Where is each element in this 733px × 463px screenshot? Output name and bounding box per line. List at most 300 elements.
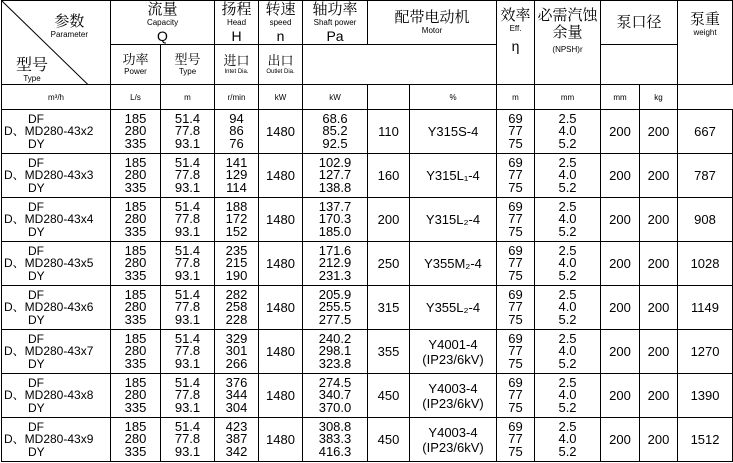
efficiency-cell-value: 77 — [508, 299, 523, 315]
npsh-cell-value: 5.2 — [558, 399, 577, 415]
pump-model-line: DF — [28, 287, 44, 302]
head-cell-value: 94 — [229, 110, 244, 126]
pump-model-line: D、MD280-43x3 — [4, 168, 94, 183]
capacity-m3h-cell-value: 335 — [124, 311, 147, 327]
pump-model-line: D、MD280-43x8 — [4, 388, 94, 403]
npsh-cell-value: 5.2 — [558, 267, 577, 283]
efficiency-cell-value: 75 — [508, 399, 523, 415]
capacity-m3h-cell-value: 280 — [124, 343, 147, 359]
weight-cell: 1390 — [678, 374, 733, 418]
capacity-ls-cell — [161, 154, 215, 198]
unit-motor-type — [368, 85, 410, 110]
capacity-m3h-cell-value: 280 — [124, 255, 147, 271]
capacity-m3h-cell-value: 185 — [124, 418, 147, 434]
table-row — [2, 418, 733, 462]
motor-power-cell: 250 — [368, 242, 410, 286]
npsh-cell-value: 2.5 — [558, 418, 577, 434]
npsh-cell — [535, 418, 601, 462]
outlet-cell: 200 — [640, 154, 678, 198]
efficiency-cell — [497, 374, 535, 418]
units-row — [2, 85, 733, 110]
capacity-ls-cell-value: 77.8 — [174, 255, 201, 271]
shaft-power-cell-value: 277.5 — [318, 311, 352, 327]
npsh-cell-value: 4.0 — [558, 431, 577, 447]
outlet-cell: 200 — [640, 110, 678, 154]
npsh-cell-value: 5.2 — [558, 311, 577, 327]
shaft-power-cell — [303, 198, 368, 242]
table-header — [2, 1, 733, 110]
efficiency-cell-value: 75 — [508, 267, 523, 283]
efficiency-cell-value: 69 — [508, 374, 523, 390]
npsh-header: 必需汽蚀余量 (NPSH)r — [535, 1, 601, 85]
capacity-header: 流量 Capacity Q — [111, 1, 215, 45]
motor-type-line: Y315L₂-4 — [425, 212, 481, 227]
capacity-m3h-cell — [111, 198, 161, 242]
head-cell-value: 129 — [225, 167, 248, 183]
efficiency-cell — [497, 242, 535, 286]
weight-cell: 908 — [678, 198, 733, 242]
pump-model-line: DY — [28, 400, 45, 415]
capacity-m3h-cell — [111, 154, 161, 198]
capacity-m3h-cell-value: 335 — [124, 223, 147, 239]
motor-type-cell — [410, 242, 497, 286]
head-cell-value: 86 — [229, 123, 244, 139]
weight-cell: 1270 — [678, 330, 733, 374]
capacity-ls-cell-value: 77.8 — [174, 167, 201, 183]
efficiency-cell-value: 77 — [508, 211, 523, 227]
pump-model-line: DY — [28, 180, 45, 195]
head-cell-value: 282 — [225, 286, 248, 302]
pump-model-line: DY — [28, 268, 45, 283]
unit-head: m — [161, 85, 215, 110]
npsh-cell — [535, 110, 601, 154]
inlet-cell: 200 — [601, 154, 640, 198]
efficiency-cell — [497, 330, 535, 374]
capacity-ls-cell-value: 93.1 — [174, 443, 201, 459]
pump-model-cell — [2, 110, 111, 154]
shaft-power-cell-value: 205.9 — [318, 286, 352, 302]
shaft-power-cell-value: 298.1 — [318, 343, 352, 359]
inlet-cell: 200 — [601, 286, 640, 330]
outlet-header: 出口 Outlet Dia. — [259, 45, 303, 85]
speed-cell: 1480 — [259, 330, 303, 374]
efficiency-cell-value: 75 — [508, 311, 523, 327]
npsh-cell-value: 2.5 — [558, 110, 577, 126]
inlet-cell: 200 — [601, 110, 640, 154]
npsh-cell-value: 2.5 — [558, 286, 577, 302]
weight-cell: 1512 — [678, 418, 733, 462]
motor-type-line: Y315S-4 — [427, 124, 479, 139]
head-cell-value: 188 — [225, 198, 248, 214]
unit-shaft: kW — [259, 85, 303, 110]
motor-power-cell: 315 — [368, 286, 410, 330]
inlet-cell: 200 — [601, 242, 640, 286]
capacity-ls-cell-value: 93.1 — [174, 399, 201, 415]
inlet-cell: 200 — [601, 330, 640, 374]
head-cell — [215, 154, 259, 198]
capacity-ls-cell-value: 93.1 — [174, 223, 201, 239]
npsh-cell — [535, 242, 601, 286]
capacity-m3h-cell — [111, 286, 161, 330]
head-cell — [215, 330, 259, 374]
pump-model-line: D、MD280-43x6 — [4, 300, 94, 315]
outlet-cell: 200 — [640, 374, 678, 418]
motor-type-cell — [410, 154, 497, 198]
speed-cell: 1480 — [259, 374, 303, 418]
capacity-m3h-cell — [111, 374, 161, 418]
npsh-cell-value: 4.0 — [558, 167, 577, 183]
efficiency-cell-value: 77 — [508, 343, 523, 359]
pump-model-line: D、MD280-43x5 — [4, 256, 94, 271]
speed-cell: 1480 — [259, 198, 303, 242]
shaft-power-cell-value: 231.3 — [318, 267, 352, 283]
head-cell-value: 76 — [229, 135, 244, 151]
motor-type-line: Y4003-4 — [428, 424, 478, 440]
motor-type-cell — [410, 330, 497, 374]
pump-model-cell — [2, 242, 111, 286]
head-cell-value: 423 — [225, 418, 248, 434]
head-cell — [215, 374, 259, 418]
head-cell-value: 329 — [225, 330, 248, 346]
head-header: 扬程 Head H — [215, 1, 259, 45]
npsh-cell-value: 2.5 — [558, 198, 577, 214]
outlet-cell: 200 — [640, 242, 678, 286]
npsh-cell — [535, 374, 601, 418]
unit-q-m3h: m³/h — [2, 85, 111, 110]
motor-type-line: Y4003-4 — [428, 380, 478, 396]
head-cell-value: 141 — [225, 154, 248, 170]
efficiency-cell-value: 69 — [508, 418, 523, 434]
head-cell-value: 342 — [225, 443, 248, 459]
shaft-power-cell-value: 92.5 — [322, 135, 348, 151]
capacity-m3h-cell-value: 280 — [124, 211, 147, 227]
head-cell — [215, 242, 259, 286]
head-cell-value: 172 — [225, 211, 248, 227]
npsh-cell — [535, 154, 601, 198]
speed-cell: 1480 — [259, 418, 303, 462]
capacity-ls-cell-value: 77.8 — [174, 387, 201, 403]
unit-weight: kg — [640, 85, 678, 110]
efficiency-cell-value: 75 — [508, 443, 523, 459]
shaft-power-cell — [303, 154, 368, 198]
pump-spec-table — [1, 0, 733, 462]
capacity-m3h-cell-value: 335 — [124, 399, 147, 415]
motor-power-cell: 200 — [368, 198, 410, 242]
npsh-cell-value: 5.2 — [558, 179, 577, 195]
motor-type-cell — [410, 198, 497, 242]
speed-cell: 1480 — [259, 110, 303, 154]
shaft-power-cell — [303, 242, 368, 286]
pump-model-line: D、MD280-43x4 — [4, 212, 94, 227]
unit-q-ls: L/s — [111, 85, 161, 110]
inlet-header: 进口 Intet Dia. — [215, 45, 259, 85]
capacity-m3h-cell-value: 185 — [124, 154, 147, 170]
capacity-m3h-cell-value: 280 — [124, 123, 147, 139]
capacity-m3h-cell — [111, 418, 161, 462]
motor-type-line: Y4001-4 — [428, 336, 478, 352]
capacity-ls-cell-value: 51.4 — [174, 374, 201, 390]
efficiency-cell-value: 75 — [508, 135, 523, 151]
capacity-m3h-cell-value: 280 — [124, 431, 147, 447]
efficiency-cell-value: 69 — [508, 286, 523, 302]
efficiency-header: 效率 Eff. η — [497, 1, 535, 85]
pump-model-line: DY — [28, 356, 45, 371]
pump-model-cell — [2, 330, 111, 374]
capacity-ls-cell-value: 51.4 — [174, 242, 201, 258]
port-diameter-header: 泵口径 — [601, 1, 678, 45]
capacity-ls-cell — [161, 418, 215, 462]
motor-header: 配带电动机 Motor — [368, 1, 497, 45]
unit-eff: % — [410, 85, 497, 110]
capacity-ls-cell-value: 93.1 — [174, 267, 201, 283]
capacity-ls-cell — [161, 374, 215, 418]
param-label: 参数 Parameter — [50, 13, 88, 39]
pump-model-line: DY — [28, 312, 45, 327]
motor-type-line: Y355M₂-4 — [424, 256, 482, 271]
head-cell-value: 114 — [226, 179, 247, 195]
efficiency-cell-value: 77 — [508, 431, 523, 447]
param-model-header — [2, 1, 111, 85]
weight-cell: 667 — [678, 110, 733, 154]
motor-type-cell — [410, 110, 497, 154]
capacity-ls-cell-value: 93.1 — [174, 179, 201, 195]
pump-model-line: D、MD280-43x9 — [4, 432, 94, 447]
head-cell-value: 304 — [225, 399, 248, 415]
pump-model-line: DF — [28, 199, 44, 214]
capacity-ls-cell-value: 51.4 — [174, 286, 201, 302]
pump-model-line: DY — [28, 444, 45, 459]
capacity-ls-cell-value: 77.8 — [174, 343, 201, 359]
capacity-m3h-cell-value: 185 — [124, 330, 147, 346]
efficiency-cell — [497, 418, 535, 462]
pump-model-cell — [2, 374, 111, 418]
capacity-ls-cell-value: 51.4 — [174, 198, 201, 214]
shaft-power-cell-value: 255.5 — [318, 299, 352, 315]
shaft-power-cell-value: 416.3 — [318, 443, 352, 459]
shaft-power-cell — [303, 110, 368, 154]
efficiency-cell-value: 69 — [508, 110, 523, 126]
npsh-cell-value: 4.0 — [558, 387, 577, 403]
motor-power-cell: 160 — [368, 154, 410, 198]
unit-power: kW — [303, 85, 368, 110]
capacity-m3h-cell-value: 185 — [124, 286, 147, 302]
capacity-m3h-cell — [111, 110, 161, 154]
motor-power-cell: 450 — [368, 418, 410, 462]
shaft-power-cell-value: 308.8 — [318, 418, 352, 434]
unit-inlet: mm — [535, 85, 601, 110]
efficiency-cell-value: 77 — [508, 387, 523, 403]
capacity-m3h-cell-value: 335 — [124, 179, 147, 195]
pump-model-line: DF — [28, 155, 44, 170]
capacity-ls-cell-value: 51.4 — [174, 418, 201, 434]
efficiency-cell — [497, 286, 535, 330]
table-row — [2, 110, 733, 154]
motor-type-header: 型号 Type — [161, 45, 215, 85]
capacity-ls-cell — [161, 286, 215, 330]
shaft-power-cell-value: 102.9 — [318, 154, 352, 170]
pump-model-line: DF — [28, 331, 44, 346]
head-cell-value: 266 — [225, 355, 248, 371]
motor-type-line: (IP23/6kV) — [422, 395, 484, 411]
capacity-ls-cell — [161, 242, 215, 286]
table-body — [2, 110, 733, 462]
shaft-power-cell-value: 240.2 — [318, 330, 352, 346]
efficiency-cell — [497, 198, 535, 242]
shaft-power-cell-value: 185.0 — [318, 223, 352, 239]
table-row — [2, 374, 733, 418]
inlet-cell: 200 — [601, 418, 640, 462]
motor-power-cell: 355 — [368, 330, 410, 374]
capacity-m3h-cell-value: 185 — [124, 374, 147, 390]
npsh-cell-value: 2.5 — [558, 374, 577, 390]
npsh-cell — [535, 330, 601, 374]
efficiency-cell-value: 75 — [508, 223, 523, 239]
npsh-cell-value: 5.2 — [558, 355, 577, 371]
speed-cell: 1480 — [259, 286, 303, 330]
capacity-m3h-cell-value: 335 — [124, 355, 147, 371]
head-cell — [215, 418, 259, 462]
npsh-cell — [535, 198, 601, 242]
motor-power-header: 功率 Power — [111, 45, 161, 85]
efficiency-cell-value: 69 — [508, 198, 523, 214]
shaft-power-cell-value: 127.7 — [318, 167, 352, 183]
shaft-power-cell-value: 340.7 — [318, 387, 352, 403]
table-row — [2, 330, 733, 374]
outlet-cell: 200 — [640, 330, 678, 374]
speed-header: 转速 speed n — [259, 1, 303, 45]
capacity-m3h-cell-value: 280 — [124, 387, 147, 403]
npsh-cell-value: 4.0 — [558, 343, 577, 359]
table-row — [2, 286, 733, 330]
pump-model-line: D、MD280-43x7 — [4, 344, 94, 359]
motor-type-line: Y355L₂-4 — [425, 300, 481, 315]
npsh-cell-value: 5.2 — [558, 443, 577, 459]
head-cell-value: 387 — [225, 431, 248, 447]
capacity-m3h-cell-value: 185 — [124, 242, 147, 258]
inlet-cell: 200 — [601, 198, 640, 242]
pump-model-line: DF — [28, 111, 44, 126]
efficiency-cell-value: 75 — [508, 179, 523, 195]
npsh-cell-value: 2.5 — [558, 330, 577, 346]
pump-model-line: DY — [28, 224, 45, 239]
unit-outlet: mm — [601, 85, 640, 110]
weight-cell: 1028 — [678, 242, 733, 286]
efficiency-cell-value: 77 — [508, 255, 523, 271]
shaft-power-cell — [303, 330, 368, 374]
motor-type-line: (IP23/6kV) — [422, 351, 484, 367]
unit-speed: r/min — [215, 85, 259, 110]
capacity-m3h-cell-value: 335 — [124, 267, 147, 283]
table-row — [2, 154, 733, 198]
efficiency-cell — [497, 110, 535, 154]
capacity-ls-cell-value: 77.8 — [174, 211, 201, 227]
shaft-power-header: 轴功率 Shaft power Pa — [303, 1, 368, 45]
unit-npsh: m — [497, 85, 535, 110]
pump-model-cell — [2, 198, 111, 242]
motor-type-line: Y315L₁-4 — [426, 168, 480, 183]
pump-model-cell — [2, 154, 111, 198]
efficiency-cell-value: 75 — [508, 355, 523, 371]
efficiency-cell-value: 77 — [508, 167, 523, 183]
table-row — [2, 242, 733, 286]
efficiency-cell-value: 69 — [508, 242, 523, 258]
shaft-power-cell-value: 274.5 — [318, 374, 352, 390]
npsh-cell-value: 2.5 — [558, 242, 577, 258]
head-cell-value: 228 — [225, 311, 248, 327]
shaft-power-cell-value: 138.8 — [318, 179, 352, 195]
npsh-cell-value: 5.2 — [558, 223, 577, 239]
capacity-m3h-cell-value: 335 — [124, 443, 147, 459]
table-row — [2, 198, 733, 242]
speed-cell: 1480 — [259, 154, 303, 198]
capacity-m3h-cell-value: 185 — [124, 198, 147, 214]
capacity-ls-cell-value: 77.8 — [174, 299, 201, 315]
shaft-power-cell — [303, 418, 368, 462]
weight-cell: 1149 — [678, 286, 733, 330]
pump-model-cell — [2, 418, 111, 462]
head-cell-value: 258 — [225, 299, 248, 315]
efficiency-cell-value: 77 — [508, 123, 523, 139]
npsh-cell-value: 4.0 — [558, 123, 577, 139]
capacity-ls-cell-value: 77.8 — [174, 123, 201, 139]
pump-model-line: DF — [28, 419, 44, 434]
outlet-cell: 200 — [640, 286, 678, 330]
pump-model-line: DY — [28, 136, 45, 151]
npsh-cell-value: 4.0 — [558, 255, 577, 271]
outlet-cell: 200 — [640, 198, 678, 242]
head-cell-value: 215 — [225, 255, 248, 271]
head-cell-value: 152 — [225, 223, 248, 239]
efficiency-cell-value: 69 — [508, 154, 523, 170]
head-cell — [215, 286, 259, 330]
capacity-ls-cell-value: 77.8 — [174, 431, 201, 447]
shaft-power-cell — [303, 286, 368, 330]
shaft-power-cell — [303, 374, 368, 418]
pump-model-line: DF — [28, 375, 44, 390]
capacity-ls-cell — [161, 330, 215, 374]
capacity-m3h-cell — [111, 330, 161, 374]
capacity-ls-cell-value: 51.4 — [174, 154, 201, 170]
head-cell-value: 301 — [225, 343, 248, 359]
weight-header: 泵重 weight — [678, 1, 733, 85]
head-cell-value: 190 — [225, 267, 248, 283]
shaft-power-cell-value: 171.6 — [318, 242, 352, 258]
shaft-power-cell-value: 137.7 — [318, 198, 352, 214]
efficiency-cell — [497, 154, 535, 198]
capacity-ls-cell-value: 51.4 — [174, 110, 201, 126]
npsh-cell-value: 4.0 — [558, 211, 577, 227]
capacity-m3h-cell-value: 185 — [124, 110, 147, 126]
model-label: 型号 Type — [16, 57, 49, 83]
shaft-power-cell-value: 212.9 — [318, 255, 352, 271]
capacity-m3h-cell — [111, 242, 161, 286]
head-cell-value: 235 — [225, 242, 248, 258]
head-cell — [215, 198, 259, 242]
capacity-m3h-cell-value: 335 — [124, 135, 147, 151]
head-cell-value: 344 — [225, 387, 248, 403]
capacity-ls-cell-value: 93.1 — [174, 311, 201, 327]
shaft-power-cell-value: 170.3 — [318, 211, 352, 227]
shaft-power-cell-value: 323.8 — [318, 355, 352, 371]
outlet-cell: 200 — [640, 418, 678, 462]
motor-power-cell: 450 — [368, 374, 410, 418]
speed-cell: 1480 — [259, 242, 303, 286]
head-cell-value: 376 — [225, 374, 248, 390]
npsh-cell-value: 2.5 — [558, 154, 577, 170]
npsh-cell-value: 5.2 — [558, 135, 577, 151]
motor-type-cell — [410, 286, 497, 330]
head-cell — [215, 110, 259, 154]
